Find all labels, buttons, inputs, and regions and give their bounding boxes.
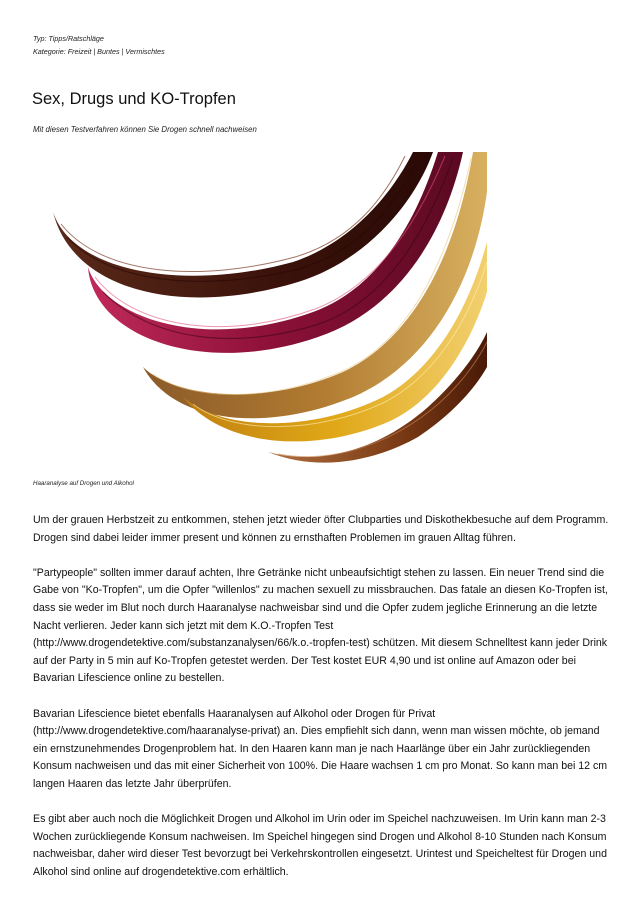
paragraph: Es gibt aber auch noch die Möglichkeit Drogen und Alkohol im Urin oder im Speichel nachzuweisen. Im Urin kann man 2-3 Wochen zurückliegende Konsum nachweisen. Im Speichel hingegen sind Drogen und Alkohol 8-10 Stunden nach Konsum nachweisbar, daher wird dieser Test bevorzugt bei Verkehrskontrollen eingesetzt. Urintest und Speicheltest für Drogen und Alkohol sind online auf drogendetektive.com erhältlich. xyxy=(33,813,607,878)
paragraph: "Partypeople" sollten immer darauf achten, Ihre Getränke nicht unbeaufsichtigt stehen zu lassen. Ein neuer Trend sind die Gabe von "Ko-Tropfen", um die Opfer "willenlos" zu machen sexuell zu missbrauchen. Das fatale an diesen Ko-Tropfen ist, dass sie weder im Blut noch durch Haaranalyse nachweisbar sind und die Opfer zudem jegliche Erinnerung an die letzte Nacht verlieren. Jeder kann sich jetzt mit dem K.O.-Tropfen Test (http://www.drogendetektive.com/substanzanalysen/66/k.o.-tropfen-test) schützen. Mit diesem Schnelltest kann jeder Drink auf der Party in 5 min auf Ko-Tropfen getestet werden. Der Test kostet EUR 4,90 und ist online auf Amazon oder bei Bavarian Lifescience online zu bestellen. xyxy=(33,566,608,685)
hair-strands-illustration xyxy=(33,152,487,472)
article-body xyxy=(33,512,613,899)
page-title: Sex, Drugs und KO-Tropfen xyxy=(32,90,236,108)
page-subtitle: Mit diesen Testverfahren können Sie Drogen schnell nachweisen xyxy=(33,125,257,134)
meta-category: Kategorie: Freizeit | Buntes | Vermischtes xyxy=(33,47,165,56)
paragraph: Bavarian Lifescience bietet ebenfalls Haaranalysen auf Alkohol oder Drogen für Privat (http://www.drogendetektive.com/haaranalyse-privat) an. Dies empfiehlt sich dann, wenn man wissen möchte, ob jemand ein ernstzunehmendes Drogenproblem hat. In den Haaren kann man je nach Haarlänge über ein Jahr zurückliegenden Konsum nachweisen und das mit einer Sicherheit von 100%. Die Haare wachsen 1 cm pro Monat. So kann man bei 12 cm langen Haaren das letzte Jahr überprüfen. xyxy=(33,707,608,790)
paragraph: Um der grauen Herbstzeit zu entkommen, stehen jetzt wieder öfter Clubparties und Diskothekbesuche auf dem Programm. Drogen sind dabei leider immer present und können zu ernsthaften Problemen im grauen Alltag führen. xyxy=(33,514,609,544)
hair-strands-photo xyxy=(33,152,487,472)
meta-type: Typ: Tipps/Ratschläge xyxy=(33,34,104,43)
image-caption: Haaranalyse auf Drogen und Alkohol xyxy=(33,480,134,487)
